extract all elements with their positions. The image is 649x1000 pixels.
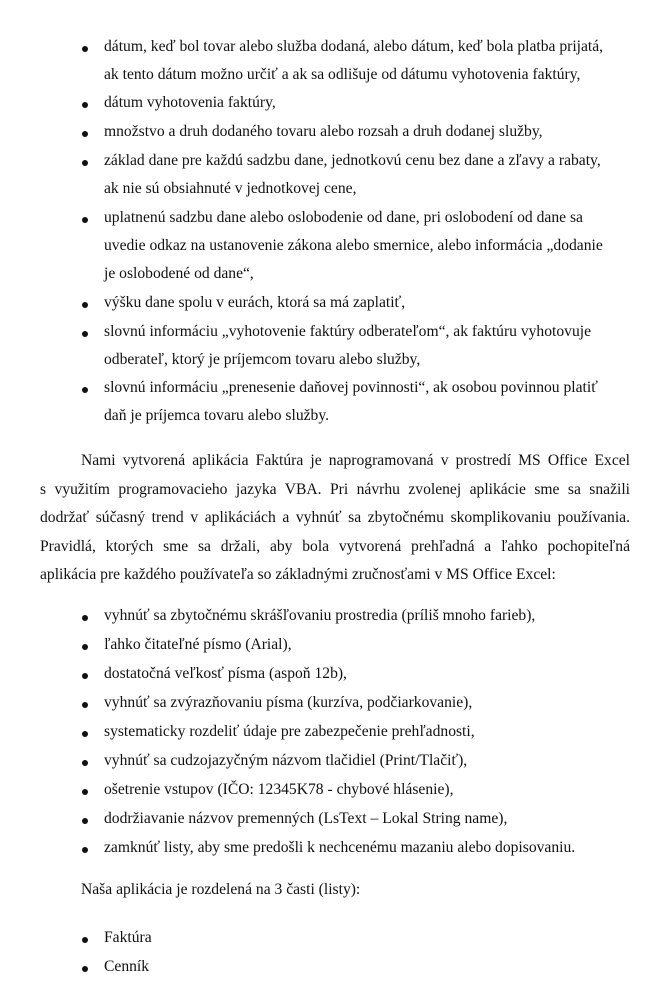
list-item-text: systematicky rozdeliť údaje pre zabezpečenie prehľadnosti,	[104, 723, 475, 740]
bullet-icon	[82, 702, 88, 708]
bullet-icon	[82, 789, 88, 795]
paragraph-line: Nami vytvorená aplikácia Faktúra je naprogramovaná v prostredí MS Office Excel	[81, 452, 630, 469]
bullet-icon	[82, 46, 88, 52]
list-item-line: slovnú informáciu „prenesenie daňovej povinnosti“, ak osobou povinnou platiť	[104, 379, 598, 396]
bullet-icon	[82, 102, 88, 108]
bullet-icon	[82, 131, 88, 137]
list-item-text: vyhnúť sa zbytočnému skrášľovaniu prostredia (príliš mnoho farieb),	[104, 607, 536, 624]
paragraph-line: Pravidlá, ktorých sme sa držali, aby bola vytvorená prehľadná a ľahko pochopiteľná	[40, 537, 630, 555]
list-item-line: je oslobodené od dane“,	[104, 265, 254, 282]
list-item-line: dátum vyhotovenia faktúry,	[104, 94, 276, 111]
paragraph-line: s využitím programovacieho jazyka VBA. Pri návrhu zvolenej aplikácie sme sa snažili	[40, 480, 630, 498]
list-item-text: dodržiavanie názvov premenných (LsText – Lokal String name),	[104, 810, 508, 827]
list-item-line: množstvo a druh dodaného tovaru alebo rozsah a druh dodanej služby,	[104, 123, 543, 140]
list-item-line: daň je príjemca tovaru alebo služby.	[104, 407, 330, 424]
list-item-line: základ dane pre každú sadzbu dane, jednotkovú cenu bez dane a zľavy a rabaty,	[104, 152, 601, 169]
list-item-text: dostatočná veľkosť písma (aspoň 12b),	[104, 665, 347, 682]
list-item-line: odberateľ, ktorý je príjemcom tovaru alebo služby,	[104, 351, 421, 368]
list-item-text: ľahko čitateľné písmo (Arial),	[104, 636, 292, 653]
list-item-text: vyhnúť sa zvýrazňovaniu písma (kurzíva, podčiarkovanie),	[104, 694, 473, 711]
paragraph-line: aplikácia pre každého používateľa so základnými zručnosťami v MS Office Excel:	[40, 566, 556, 583]
list-item-line: uvedie odkaz na ustanovenie zákona alebo smernice, alebo informácia „dodanie	[104, 237, 603, 254]
body-paragraph	[40, 447, 630, 590]
bullet-icon	[82, 818, 88, 824]
list-item-line: slovnú informáciu „vyhotovenie faktúry odberateľom“, ak faktúru vyhotovuje	[104, 323, 592, 340]
bullet-icon	[82, 731, 88, 737]
bullet-icon	[82, 331, 88, 337]
bullet-icon	[82, 615, 88, 621]
list-item-line: ak nie sú obsiahnuté v jednotkovej cene,	[104, 180, 357, 197]
bullet-icon	[82, 302, 88, 308]
list-item-line: dátum, keď bol tovar alebo služba dodaná, alebo dátum, keď bola platba prijatá,	[104, 38, 604, 55]
list-item-text: zamknúť listy, aby sme predošli k nechcenému mazaniu alebo dopisovaniu.	[104, 839, 576, 856]
bullet-icon	[82, 387, 88, 393]
bullet-icon	[82, 217, 88, 223]
bullet-icon	[82, 673, 88, 679]
list-item-line: výšku dane spolu v eurách, ktorá sa má zaplatiť,	[104, 294, 406, 311]
bullet-icon	[82, 937, 88, 943]
bullet-icon	[82, 760, 88, 766]
list-item-text: Faktúra	[104, 929, 152, 946]
bullet-icon	[82, 847, 88, 853]
list-item-text: Cenník	[104, 958, 150, 975]
list-item-text: ošetrenie vstupov (IČO: 12345K78 - chybové hlásenie),	[104, 781, 454, 798]
bullet-icon	[82, 160, 88, 166]
sheets-intro: Naša aplikácia je rozdelená na 3 časti (listy):	[81, 881, 361, 898]
bullet-icon	[82, 966, 88, 972]
bullet-icon	[82, 644, 88, 650]
list-item-text: vyhnúť sa cudzojazyčným názvom tlačidiel (Print/Tlačiť),	[104, 752, 468, 769]
paragraph-line: dodržať súčasný trend v aplikáciách a vyhnúť sa zbytočnému skomplikovaniu používania.	[40, 509, 630, 526]
list-item-line: ak tento dátum možno určiť a ak sa odlišuje od dátumu vyhotovenia faktúry,	[104, 66, 581, 83]
list-item-line: uplatnenú sadzbu dane alebo oslobodenie od dane, pri oslobodení od dane sa	[104, 209, 583, 226]
